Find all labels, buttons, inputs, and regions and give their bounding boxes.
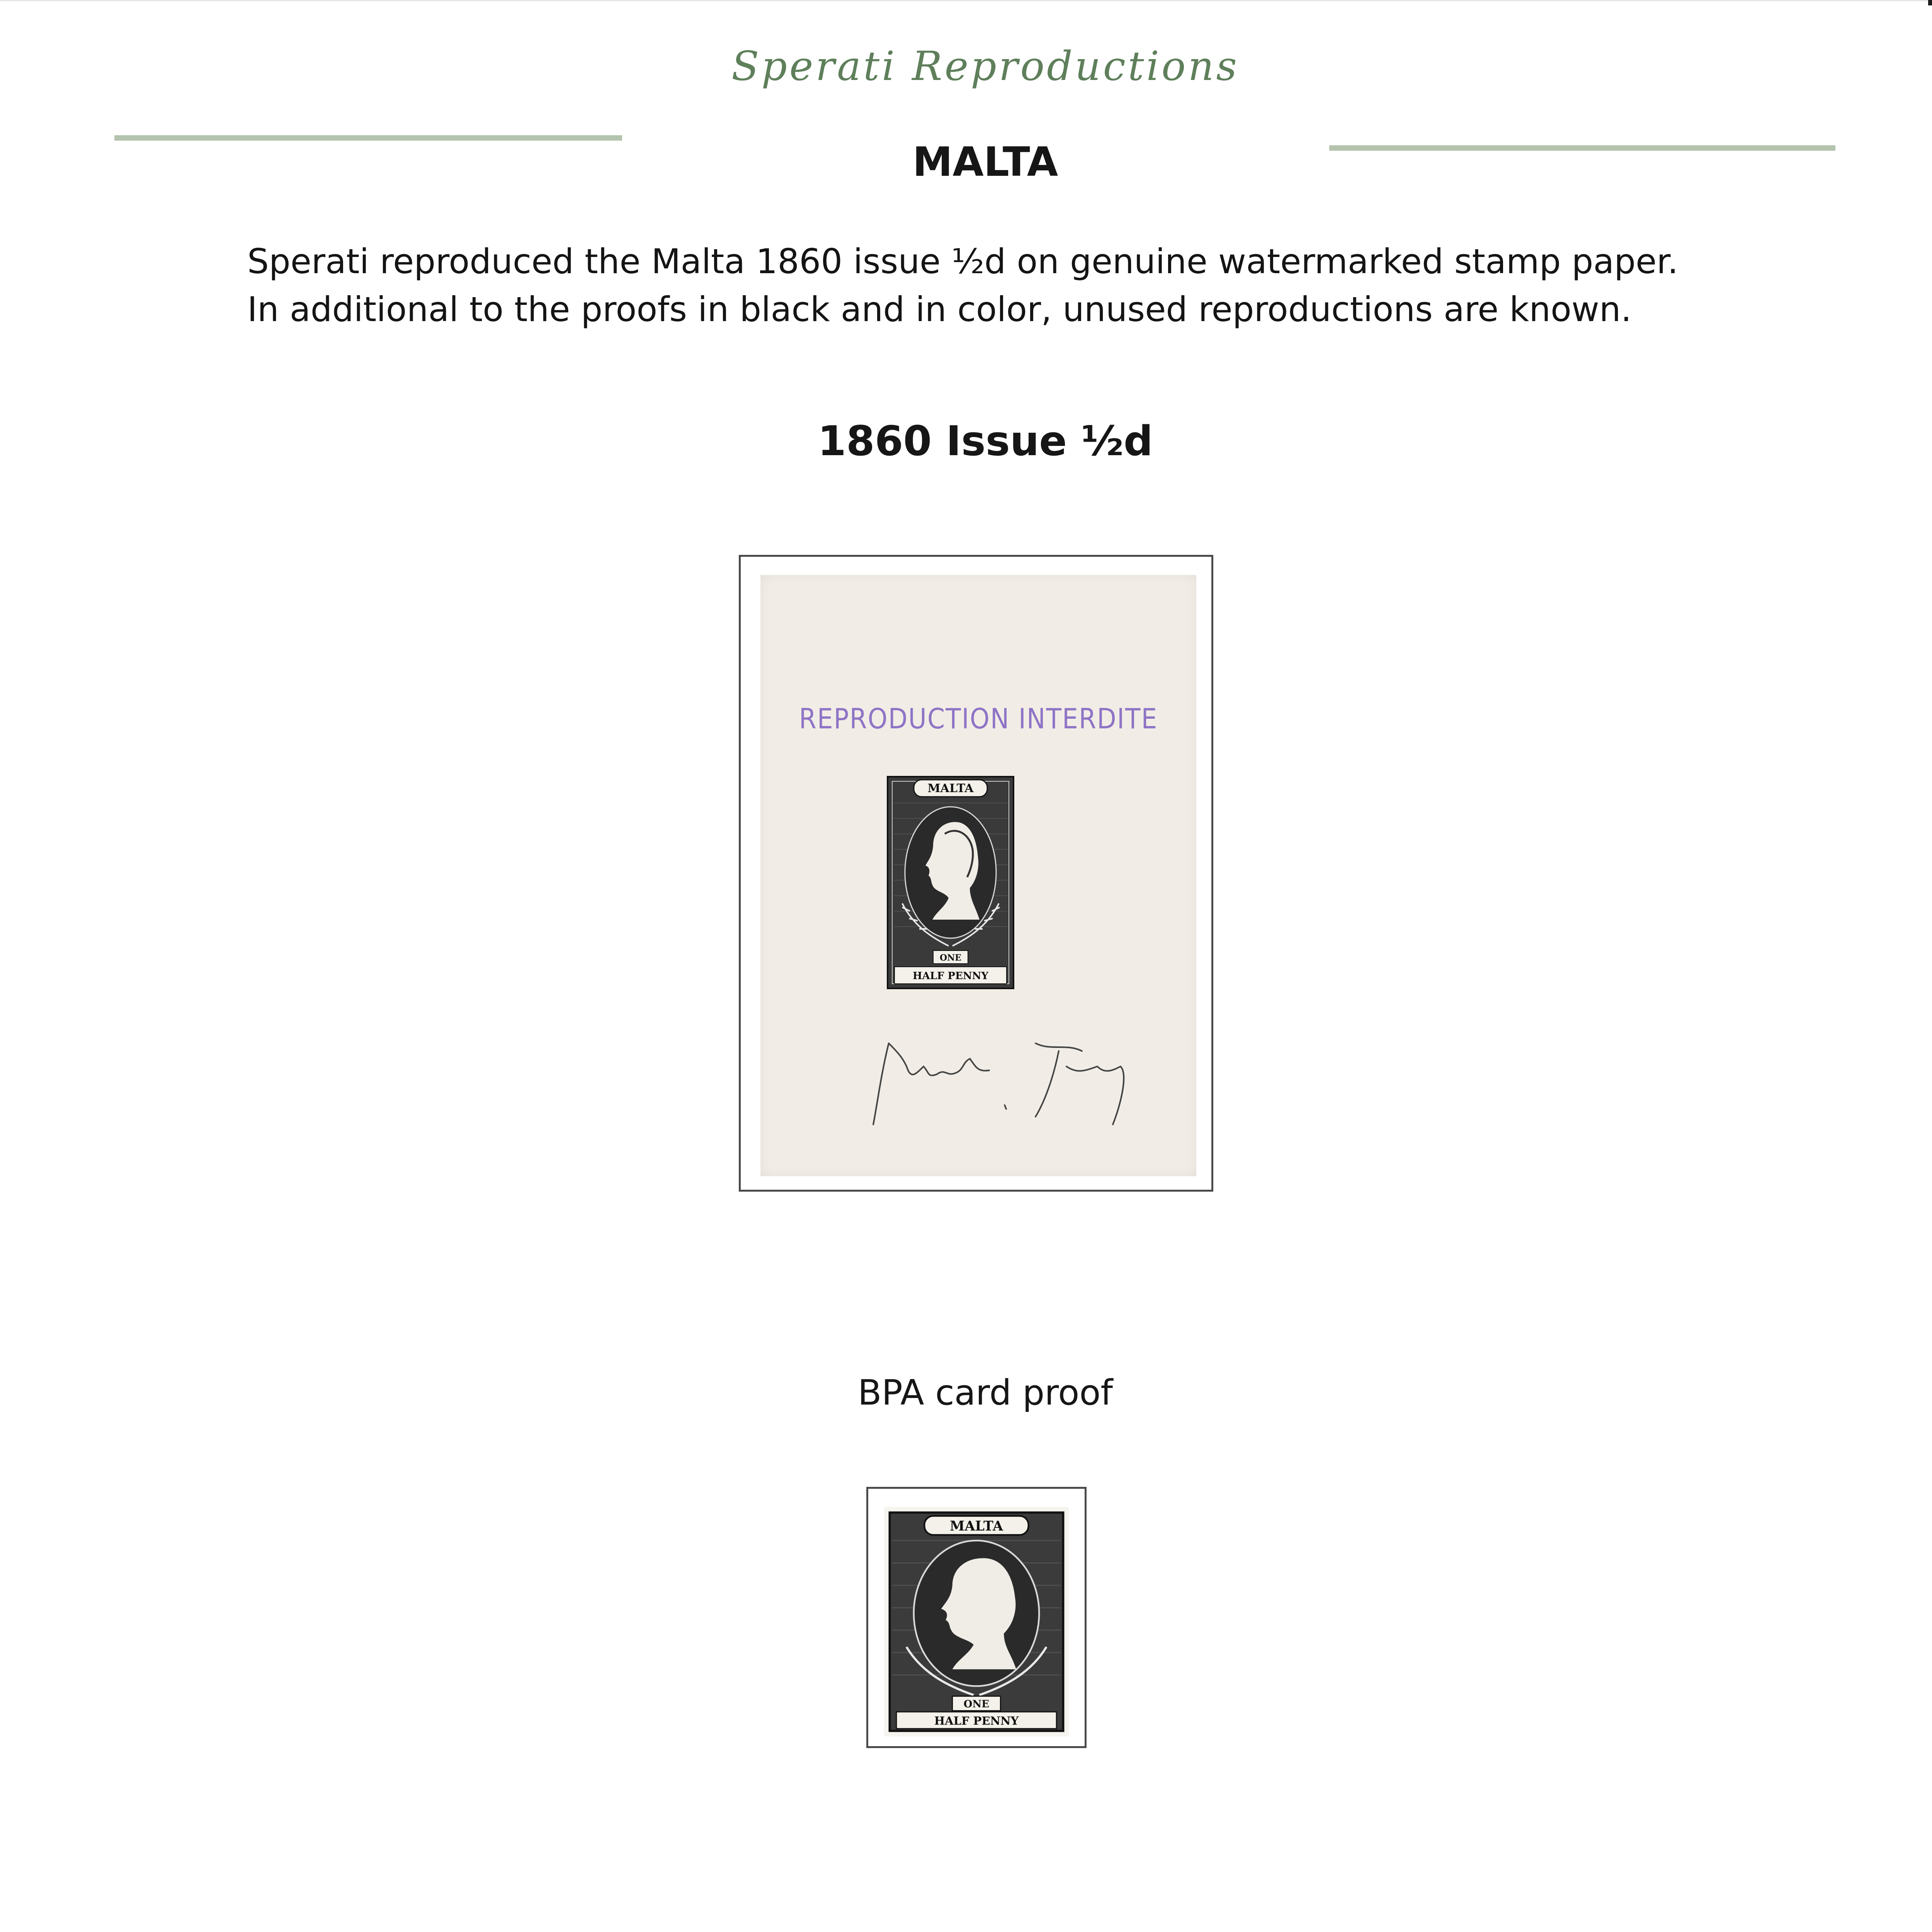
- intro-line-1: Sperati reproduced the Malta 1860 issue ½d on genuine watermarked stamp paper.: [247, 242, 1679, 281]
- intro-paragraph: [247, 238, 1754, 333]
- issue-heading: 1860 Issue ½d: [818, 417, 1153, 465]
- stamp-value-top: ONE: [939, 953, 962, 963]
- card-stamp-value-top: ONE: [963, 1698, 990, 1710]
- stamp-country-label: MALTA: [927, 782, 974, 795]
- sperati-signature: [866, 1028, 1144, 1136]
- malta-halfpenny-proof-stamp: [887, 776, 1014, 989]
- scan-corner-artifact: [1928, 0, 1932, 5]
- intro-line-2: In additional to the proofs in black and in color, unused reproductions are known.: [247, 289, 1632, 329]
- stamp-value-bottom: HALF PENNY: [913, 970, 988, 982]
- scan-top-edge: [0, 0, 1932, 1]
- card-proof-caption: BPA card proof: [857, 1372, 1113, 1413]
- card-stamp-value-bottom: HALF PENNY: [934, 1714, 1019, 1728]
- reproduction-interdite-handstamp: REPRODUCTION INTERDITE: [799, 702, 1158, 735]
- page-title: MALTA: [912, 138, 1058, 185]
- card-stamp-country-label: MALTA: [950, 1518, 1003, 1534]
- series-title: Sperati Reproductions: [731, 43, 1239, 90]
- malta-halfpenny-card-proof-stamp: [884, 1507, 1069, 1736]
